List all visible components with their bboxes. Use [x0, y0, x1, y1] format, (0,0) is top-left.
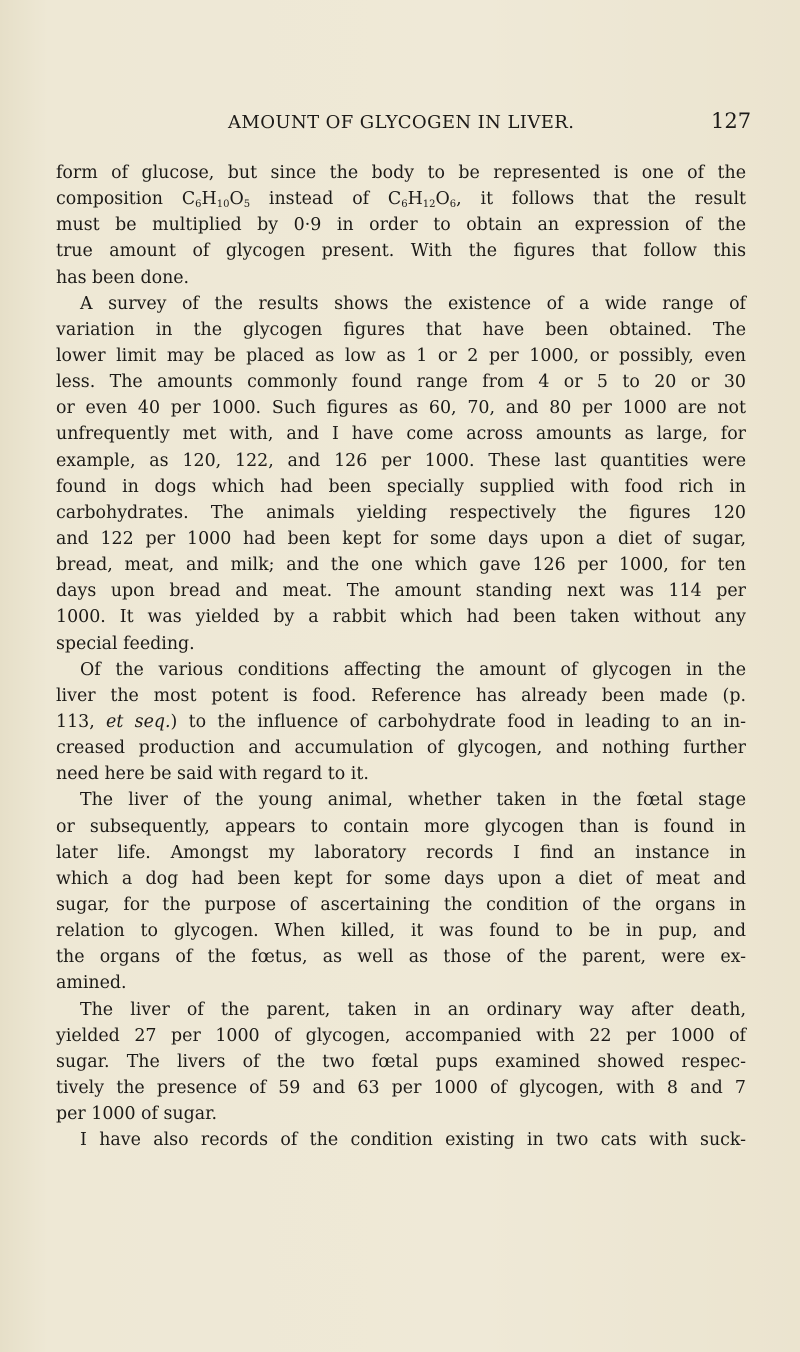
text-line: The liver of the parent, taken in an ordinary way after death,	[80, 999, 746, 1020]
text-line: amined.	[56, 973, 127, 994]
page-number: 127	[711, 109, 752, 133]
text-line: creased production and accumulation of glycogen, and nothing further	[56, 738, 746, 759]
text-line-italic: 113, et seq.) to the influence of carbohydrate food in leading to an in-	[56, 711, 747, 732]
text-line: tively the presence of 59 and 63 per 1000 of glycogen, with 8 and 7	[56, 1077, 746, 1098]
text-line: yielded 27 per 1000 of glycogen, accompanied with 22 per 1000 of	[56, 1025, 746, 1046]
text-line: form of glucose, but since the body to be represented is one of the	[56, 163, 746, 183]
text-line: A survey of the results shows the existence of a wide range of	[80, 293, 746, 314]
text-line: variation in the glycogen figures that have been obtained. The	[56, 319, 746, 340]
text-line: unfrequently met with, and I have come across amounts as large, for	[56, 424, 746, 445]
running-title: AMOUNT OF GLYCOGEN IN LIVER.	[228, 112, 575, 133]
text-line: or even 40 per 1000. Such figures as 60, 70, and 80 per 1000 are not	[56, 398, 746, 419]
text-line: days upon bread and meat. The amount standing next was 114 per	[56, 581, 746, 602]
text-line: the organs of the fœtus, as well as those of the parent, were ex-	[56, 947, 746, 968]
text-line: sugar, for the purpose of ascertaining the condition of the organs in	[56, 894, 746, 915]
text-line: sugar. The livers of the two fœtal pups examined showed respec-	[56, 1051, 746, 1072]
text-line-formula: composition $C_6H_{10}O_5$ instead of $C_6H_{12}O_6$, it follows that the result	[56, 189, 747, 211]
body-text	[56, 160, 746, 1153]
text-line: or subsequently, appears to contain more glycogen than is found in	[56, 816, 746, 837]
text-line: special feeding.	[56, 633, 195, 654]
text-line: 1000. It was yielded by a rabbit which had been taken without any	[56, 607, 746, 628]
text-line: I have also records of the condition existing in two cats with suck-	[80, 1130, 746, 1151]
text-line: liver the most potent is food. Reference has already been made (p.	[56, 685, 746, 706]
text-line: Of the various conditions affecting the amount of glycogen in the	[80, 659, 746, 680]
text-line: example, as 120, 122, and 126 per 1000. These last quantities were	[56, 450, 746, 471]
running-head	[0, 109, 800, 142]
text-line: bread, meat, and milk; and the one which gave 126 per 1000, for ten	[56, 555, 746, 576]
text-line: has been done.	[56, 267, 190, 288]
text-line: must be multiplied by 0·9 in order to obtain an expression of the	[56, 215, 746, 236]
text-line: lower limit may be placed as low as 1 or 2 per 1000, or possibly, even	[56, 345, 746, 366]
text-line: found in dogs which had been specially supplied with food rich in	[56, 476, 746, 497]
text-line: and 122 per 1000 had been kept for some days upon a diet of sugar,	[56, 528, 746, 549]
text-line: The liver of the young animal, whether taken in the fœtal stage	[80, 790, 746, 811]
text-line: true amount of glycogen present. With the figures that follow this	[56, 241, 746, 262]
text-line: which a dog had been kept for some days upon a diet of meat and	[56, 868, 746, 889]
text-line: less. The amounts commonly found range from 4 or 5 to 20 or 30	[56, 372, 746, 393]
text-line: need here be said with regard to it.	[56, 764, 369, 785]
text-line: later life. Amongst my laboratory records I find an instance in	[56, 842, 746, 863]
text-line: relation to glycogen. When killed, it was found to be in pup, and	[56, 921, 746, 942]
text-line: per 1000 of sugar.	[56, 1104, 218, 1125]
text-line: carbohydrates. The animals yielding respectively the figures 120	[56, 502, 746, 523]
